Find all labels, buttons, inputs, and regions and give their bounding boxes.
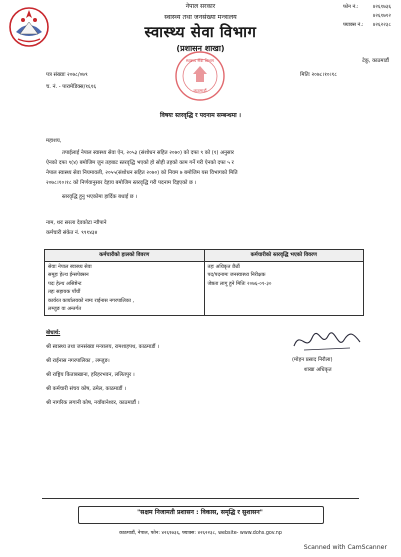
employee-name: नाम, थरः सरला देवकोटा न्यौपाने xyxy=(46,220,107,226)
signatory-name: (मोहन प्रसाद निरौला) xyxy=(292,357,333,363)
fax-number: ४२६२२३८ xyxy=(372,22,391,28)
stamp-text-top: स्वास्थ्य सेवा विभाग xyxy=(185,58,215,63)
footer-address: काठमाडौं, नेपाल, फोन: ४२६१७३६, फ्याक्स: ४२६२२३८, website- www.dohs.gov.np xyxy=(119,531,282,536)
promoted-level: तहः अधिकृत छैठौं xyxy=(207,263,240,270)
signatory-title: शाखा अधिकृत xyxy=(304,367,332,373)
contact-phone-row xyxy=(343,4,391,10)
table-header-current: कर्मचारीको हालको विवरण xyxy=(45,250,205,262)
phone-1: ४२६१७३६ xyxy=(372,4,391,10)
phone-label: फोन नं.: xyxy=(343,4,359,10)
body-para1-line2: ऐनको दफा ९(४) बमोजिम जुन तहबाट स्तरवृद्धि भएको हो सोही तहको काम गर्ने गरी ऐनको दफा ५ र xyxy=(46,160,234,166)
cc-item: श्री राष्ट्रिय किताबखाना, हरिहरभवन, ललितपुर । xyxy=(46,372,135,378)
table-row xyxy=(45,261,364,315)
dispatch-number: च. नं. - पारामेडिक्स/१६१६ xyxy=(46,84,97,90)
section-subtitle: (प्रशासन शाखा) xyxy=(176,44,225,53)
cc-item: श्री राईनास नगरपालिका , लम्जुङ। xyxy=(46,358,110,364)
scanner-watermark: Scanned with CamScanner xyxy=(303,544,387,551)
office-location: टेकु, काठमाडौं xyxy=(362,58,389,64)
reference-number: पत्र संख्याः २०७८/०७९ xyxy=(46,72,88,78)
table-header-row xyxy=(45,250,364,262)
footer-divider xyxy=(42,498,359,499)
table-header-promoted: कर्मचारीको स्तरवृद्धि भएको विवरण xyxy=(204,250,364,262)
subject-line xyxy=(0,112,401,120)
signature-icon xyxy=(290,326,364,356)
promotion-details-table xyxy=(44,249,364,316)
stamp-text-bottom: काठमाडौं xyxy=(193,88,207,93)
date-row xyxy=(300,72,337,79)
current-office: कार्यरत कार्यालयको नामः राईनास नगरपालिका , xyxy=(48,297,135,304)
body-para1-line3: नेपाल स्वास्थ्य सेवा नियमावली, २०५५(संशोधन सहित २०७०) को नियम ७ बमोजिम यस विभागको मिति xyxy=(46,170,238,176)
contact-fax-row xyxy=(343,22,391,28)
fax-label: फ्याक्स नं.: xyxy=(343,22,364,28)
current-service: सेवाः नेपाल स्वास्थ्य सेवा xyxy=(48,263,92,270)
ministry-name: स्वास्थ्य तथा जनसंख्या मन्त्रालय xyxy=(164,13,237,21)
salutation: महाशय, xyxy=(46,138,62,144)
subject-text: स्तरवृद्धि र पदनाम सम्बन्धमा । xyxy=(175,112,242,119)
footer-motto: "सक्षम निजामती प्रशासन : विकास, समृद्धि र सुशासन" xyxy=(137,509,263,516)
letter-date: २०७८।१०।१८ xyxy=(311,72,337,78)
date-label: मितिः xyxy=(300,72,310,78)
cc-item: श्री नागरिक लगानी कोष, नयाँबानेश्वर, काठमाडौं । xyxy=(46,400,140,406)
body-para2: स्तरवृद्धि हुनु भएकोमा हार्दिक बधाई छ । xyxy=(62,194,138,200)
govt-name: नेपाल सरकार xyxy=(185,3,216,10)
current-group: समूहः हेल्थ ईन्सपेक्सन xyxy=(48,272,89,279)
cc-item: श्री कर्मचारी संचय कोष, ठमेल, काठमाडौं । xyxy=(46,386,127,392)
contact-phone-row-2 xyxy=(343,13,391,19)
seniority-date: जेष्ठता लागू हुने मितिः २०७६-०१-३० xyxy=(207,280,272,287)
cc-label: बोधार्थ: xyxy=(46,330,61,336)
department-title: स्वास्थ्य सेवा विभाग xyxy=(144,23,257,41)
current-post: पदः हेल्थ असिष्टेन्ट xyxy=(48,280,82,287)
employee-code: कर्मचारी संकेत नं. ९९१४३४ xyxy=(46,230,98,236)
current-details-cell xyxy=(45,261,205,315)
phone-2: ४२६१७१२ xyxy=(372,13,391,19)
promoted-post: पद/पदनामः जनस्वास्थ्य निरीक्षक xyxy=(207,272,266,279)
body-para1-line1: तपाईलाई नेपाल स्वास्थ्य सेवा ऐन, २०५३ (संशोधन सहित २०७०) को दफा ९ को (१) अनुसार xyxy=(62,150,234,156)
current-office-district: लम्जुङ वा अन्तर्गत xyxy=(48,306,82,313)
body-para1-line4: २०७८।१०।१८ को निर्णयानुसार देहाय बमोजिम स्तरवृद्धि गरी पदनाम दिइएको छ । xyxy=(46,180,197,186)
cc-item: श्री स्वास्थ्य तथा जनसंख्या मन्त्रालय, रामशाहपथ, काठमाडौं । xyxy=(46,344,160,350)
current-level: तहः सहायक पाँचौं xyxy=(48,289,81,296)
promoted-details-cell xyxy=(204,261,364,315)
subject-label: विषयः xyxy=(159,112,173,119)
